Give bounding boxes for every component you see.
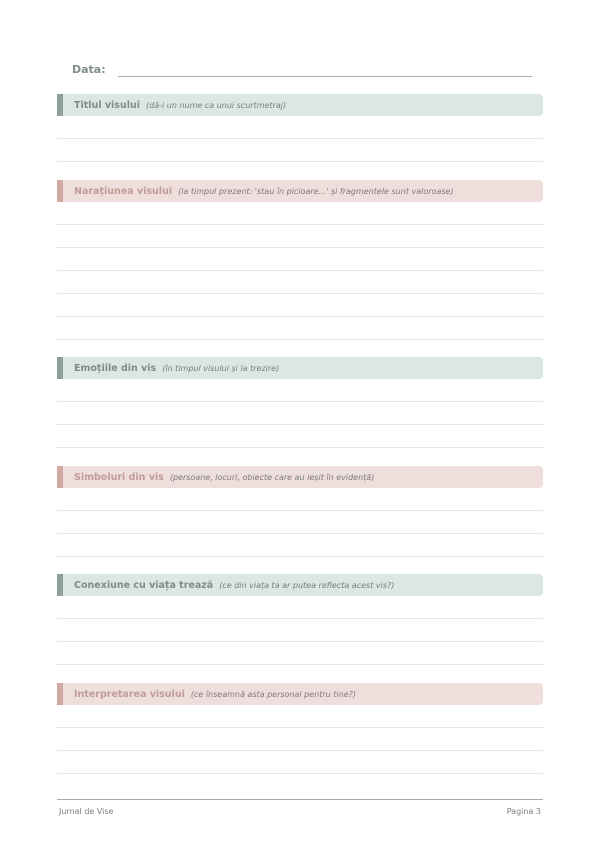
section-dream-narrative [57,180,543,340]
section-hint: (ce din viața ta ar putea reflecta acest vis?) [219,580,395,590]
section-title: Narațiunea visului [74,185,173,197]
section-header [57,357,543,379]
writing-line[interactable] [57,534,543,557]
section-title: Emoțiile din vis [74,362,157,374]
writing-line[interactable] [57,271,543,294]
section-header [57,574,543,596]
writing-line[interactable] [57,379,543,402]
writing-line[interactable] [57,139,543,162]
section-accent-bar [57,357,63,379]
writing-line[interactable] [57,488,543,511]
writing-line[interactable] [57,225,543,248]
date-label: Data: [72,63,106,76]
section-dream-interpretation [57,683,543,774]
section-waking-life-connection [57,574,543,665]
section-accent-bar [57,574,63,596]
writing-line[interactable] [57,116,543,139]
writing-line[interactable] [57,728,543,751]
section-hint: (în timpul visului și la trezire) [162,363,280,373]
section-title: Titlul visului [74,99,141,111]
section-hint: (persoane, locuri, obiecte care au ieșit în evidență) [169,472,375,482]
section-dream-emotions [57,357,543,448]
section-header [57,466,543,488]
footer-journal-name: Jurnal de Vise [59,807,114,816]
writing-line[interactable] [57,751,543,774]
section-title: Simboluri din vis [74,471,164,483]
writing-line[interactable] [57,317,543,340]
section-hint: (dă-i un nume ca unui scurtmetraj) [146,100,287,110]
writing-line[interactable] [57,202,543,225]
section-title: Conexiune cu viața trează [74,579,214,591]
section-dream-title [57,94,543,162]
date-field[interactable] [72,63,532,79]
section-header [57,180,543,202]
section-hint: (la timpul prezent: 'stau în picioare...' și fragmentele sunt valoroase) [178,186,454,196]
writing-line[interactable] [57,619,543,642]
section-title: Interpretarea visului [74,688,185,700]
section-hint: (ce înseamnă asta personal pentru tine?) [190,689,356,699]
date-input-line[interactable] [118,76,532,77]
writing-line[interactable] [57,596,543,619]
writing-line[interactable] [57,705,543,728]
writing-line[interactable] [57,642,543,665]
section-accent-bar [57,94,63,116]
footer-page-number: Pagina 3 [506,807,541,816]
footer-divider [57,799,543,800]
section-accent-bar [57,683,63,705]
section-header [57,683,543,705]
writing-line[interactable] [57,402,543,425]
section-accent-bar [57,466,63,488]
section-accent-bar [57,180,63,202]
writing-line[interactable] [57,425,543,448]
writing-line[interactable] [57,248,543,271]
writing-line[interactable] [57,294,543,317]
writing-line[interactable] [57,511,543,534]
section-header [57,94,543,116]
section-dream-symbols [57,466,543,557]
